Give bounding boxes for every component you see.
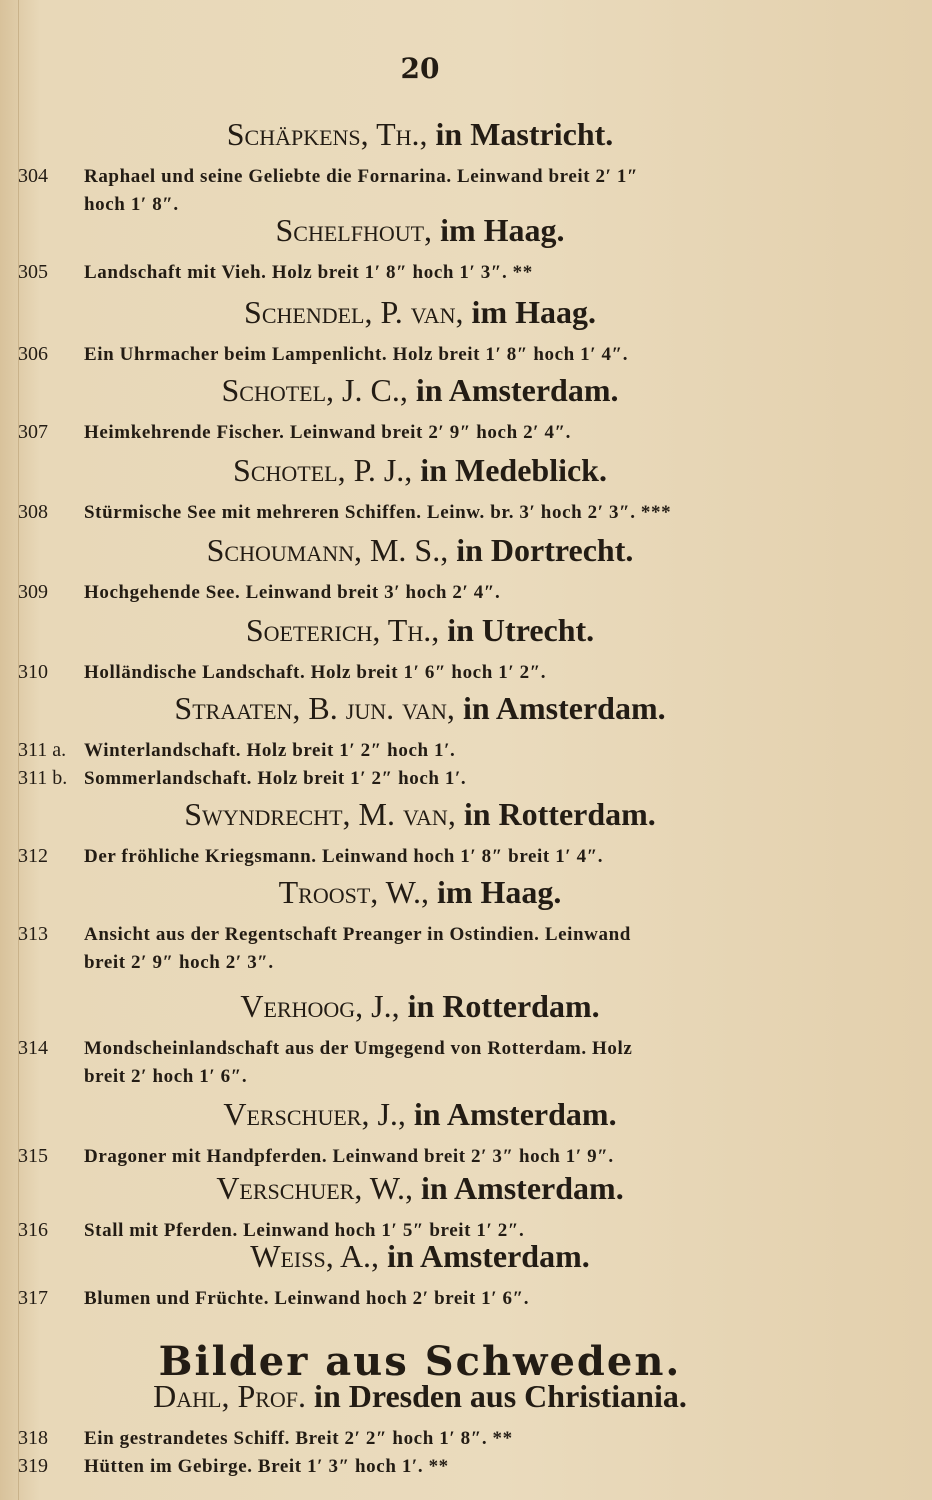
entry-text: Ansicht aus der Regentschaft Preanger in Ostindien. Leinwand <box>84 924 631 945</box>
artist-name: Schoumann, M. S., <box>206 532 457 568</box>
catalog-entry <box>18 498 808 527</box>
artist-city: in Utrecht. <box>447 612 595 648</box>
entry-text: Stürmische See mit mehreren Schiffen. Leinw. br. 3′ hoch 2′ 3″. *** <box>84 502 672 523</box>
block-11-artist-heading <box>0 1096 840 1132</box>
catalog-entry <box>18 1284 808 1313</box>
entry-text-continued: breit 2′ 9″ hoch 2′ 3″. <box>84 952 274 973</box>
artist-name: Verschuer, W., <box>216 1170 422 1206</box>
block-2-artist-heading <box>0 294 840 330</box>
entry-number: 318 <box>18 1427 48 1449</box>
catalog-entry <box>18 1034 808 1091</box>
catalog-entry <box>18 418 808 447</box>
catalog-entry <box>18 658 808 687</box>
artist-name: Verhoog, J., <box>240 988 408 1024</box>
artist-city: in Dortrecht. <box>456 532 634 568</box>
artist-city: in Amsterdam. <box>387 1238 590 1274</box>
artist-name: Dahl, Prof. <box>153 1378 315 1414</box>
entry-number: 309 <box>18 581 48 603</box>
artist-name: Schelfhout, <box>275 212 441 248</box>
block-1-artist-heading <box>0 212 840 248</box>
entry-text: Hochgehende See. Leinwand breit 3′ hoch 2′ 4″. <box>84 582 501 603</box>
entry-text: Stall mit Pferden. Leinwand hoch 1′ 5″ breit 1′ 2″. <box>84 1220 525 1241</box>
entry-number: 312 <box>18 845 48 867</box>
entry-text: Landschaft mit Vieh. Holz breit 1′ 8″ hoch 1′ 3″. ** <box>84 262 533 283</box>
artist-name: Schäpkens, Th., <box>226 116 436 152</box>
entry-number: 307 <box>18 421 48 443</box>
artist-city: im Haag. <box>440 212 565 248</box>
artist-city: im Haag. <box>436 874 562 910</box>
block-5-artist-heading <box>0 532 840 568</box>
entry-number: 317 <box>18 1287 48 1309</box>
block-9-artist-heading <box>0 874 840 910</box>
artist-name: Soeterich, Th., <box>245 612 448 648</box>
entry-number: 319 <box>18 1455 48 1477</box>
artist-city: in Rotterdam. <box>463 796 656 832</box>
block-3-artist-heading <box>0 372 840 408</box>
artist-name: Schotel, P. J., <box>233 452 421 488</box>
artist-city: in Amsterdam. <box>421 1170 624 1206</box>
entry-text: Heimkehrende Fischer. Leinwand breit 2′ 9″ hoch 2′ 4″. <box>84 422 572 443</box>
block-0-artist-heading <box>0 116 840 152</box>
entry-number: 304 <box>18 165 48 187</box>
catalog-entry <box>18 578 808 607</box>
entry-text: Ein Uhrmacher beim Lampenlicht. Holz breit 1′ 8″ hoch 1′ 4″. <box>84 344 629 365</box>
artist-city: in Rotterdam. <box>407 988 600 1024</box>
entry-text: Holländische Landschaft. Holz breit 1′ 6″ hoch 1′ 2″. <box>84 662 547 683</box>
entry-text: Raphael und seine Geliebte die Fornarina. Leinwand breit 2′ 1″ <box>84 166 639 187</box>
catalog-entry <box>18 1424 808 1453</box>
block-10-artist-heading <box>0 988 840 1024</box>
entry-text: Blumen und Früchte. Leinwand hoch 2′ breit 1′ 6″. <box>84 1288 530 1309</box>
entry-text: Mondscheinlandschaft aus der Umgegend von Rotterdam. Holz <box>84 1038 633 1059</box>
block-6-artist-heading <box>0 612 840 648</box>
catalog-entry <box>18 340 808 369</box>
artist-city: in Dresden aus Christiania. <box>314 1378 687 1414</box>
entry-number: 311 a. <box>18 739 67 761</box>
entry-number: 314 <box>18 1037 48 1059</box>
entry-text: Der fröhliche Kriegsmann. Leinwand hoch 1′ 8″ breit 1′ 4″. <box>84 846 604 867</box>
page-number: 20 <box>400 52 440 85</box>
artist-name: Straaten, B. jun. van, <box>174 690 463 726</box>
catalog-entry <box>18 842 808 871</box>
entry-text: Sommerlandschaft. Holz breit 1′ 2″ hoch 1′. <box>84 768 467 789</box>
catalog-entry <box>18 764 808 793</box>
catalog-entry <box>18 736 808 765</box>
entry-text: Hütten im Gebirge. Breit 1′ 3″ hoch 1′. ** <box>84 1456 449 1477</box>
block-8-artist-heading <box>0 796 840 832</box>
entry-number: 306 <box>18 343 48 365</box>
block-4-artist-heading <box>0 452 840 488</box>
entry-text: Ein gestrandetes Schiff. Breit 2′ 2″ hoch 1′ 8″. ** <box>84 1428 513 1449</box>
artist-city: in Amsterdam. <box>413 1096 617 1132</box>
block-13-artist-heading <box>0 1238 840 1274</box>
artist-city: im Haag. <box>471 294 596 330</box>
block-7-artist-heading <box>0 690 840 726</box>
artist-name: Weiss, A., <box>250 1238 388 1274</box>
block-12-artist-heading <box>0 1170 840 1206</box>
artist-name: Schendel, P. van, <box>244 294 472 330</box>
artist-city: in Amsterdam. <box>415 372 619 408</box>
artist-city: in Amsterdam. <box>462 690 666 726</box>
section-title: Bilder aus Schweden. <box>158 1338 682 1385</box>
catalog-entry <box>18 920 808 977</box>
artist-city: in Medeblick. <box>420 452 607 488</box>
entry-number: 310 <box>18 661 48 683</box>
entry-number: 313 <box>18 923 48 945</box>
artist-name: Troost, W., <box>278 874 437 910</box>
artist-city: in Mastricht. <box>435 116 614 152</box>
catalog-entry <box>18 1452 808 1481</box>
entry-text-continued: hoch 1′ 8″. <box>84 194 179 215</box>
entry-number: 315 <box>18 1145 48 1167</box>
entry-number: 311 b. <box>18 767 68 789</box>
artist-name: Schotel, J. C., <box>221 372 416 408</box>
catalog-entry <box>18 258 808 287</box>
artist-name: Swyndrecht, M. van, <box>184 796 464 832</box>
entry-number: 308 <box>18 501 48 523</box>
entry-text: Winterlandschaft. Holz breit 1′ 2″ hoch 1′. <box>84 740 456 761</box>
catalog-entry <box>18 1142 808 1171</box>
entry-number: 305 <box>18 261 48 283</box>
artist-name: Verschuer, J., <box>223 1096 414 1132</box>
entry-number: 316 <box>18 1219 48 1241</box>
entry-text-continued: breit 2′ hoch 1′ 6″. <box>84 1066 248 1087</box>
catalog-entry <box>18 162 808 219</box>
entry-text: Dragoner mit Handpferden. Leinwand breit 2′ 3″ hoch 1′ 9″. <box>84 1146 614 1167</box>
